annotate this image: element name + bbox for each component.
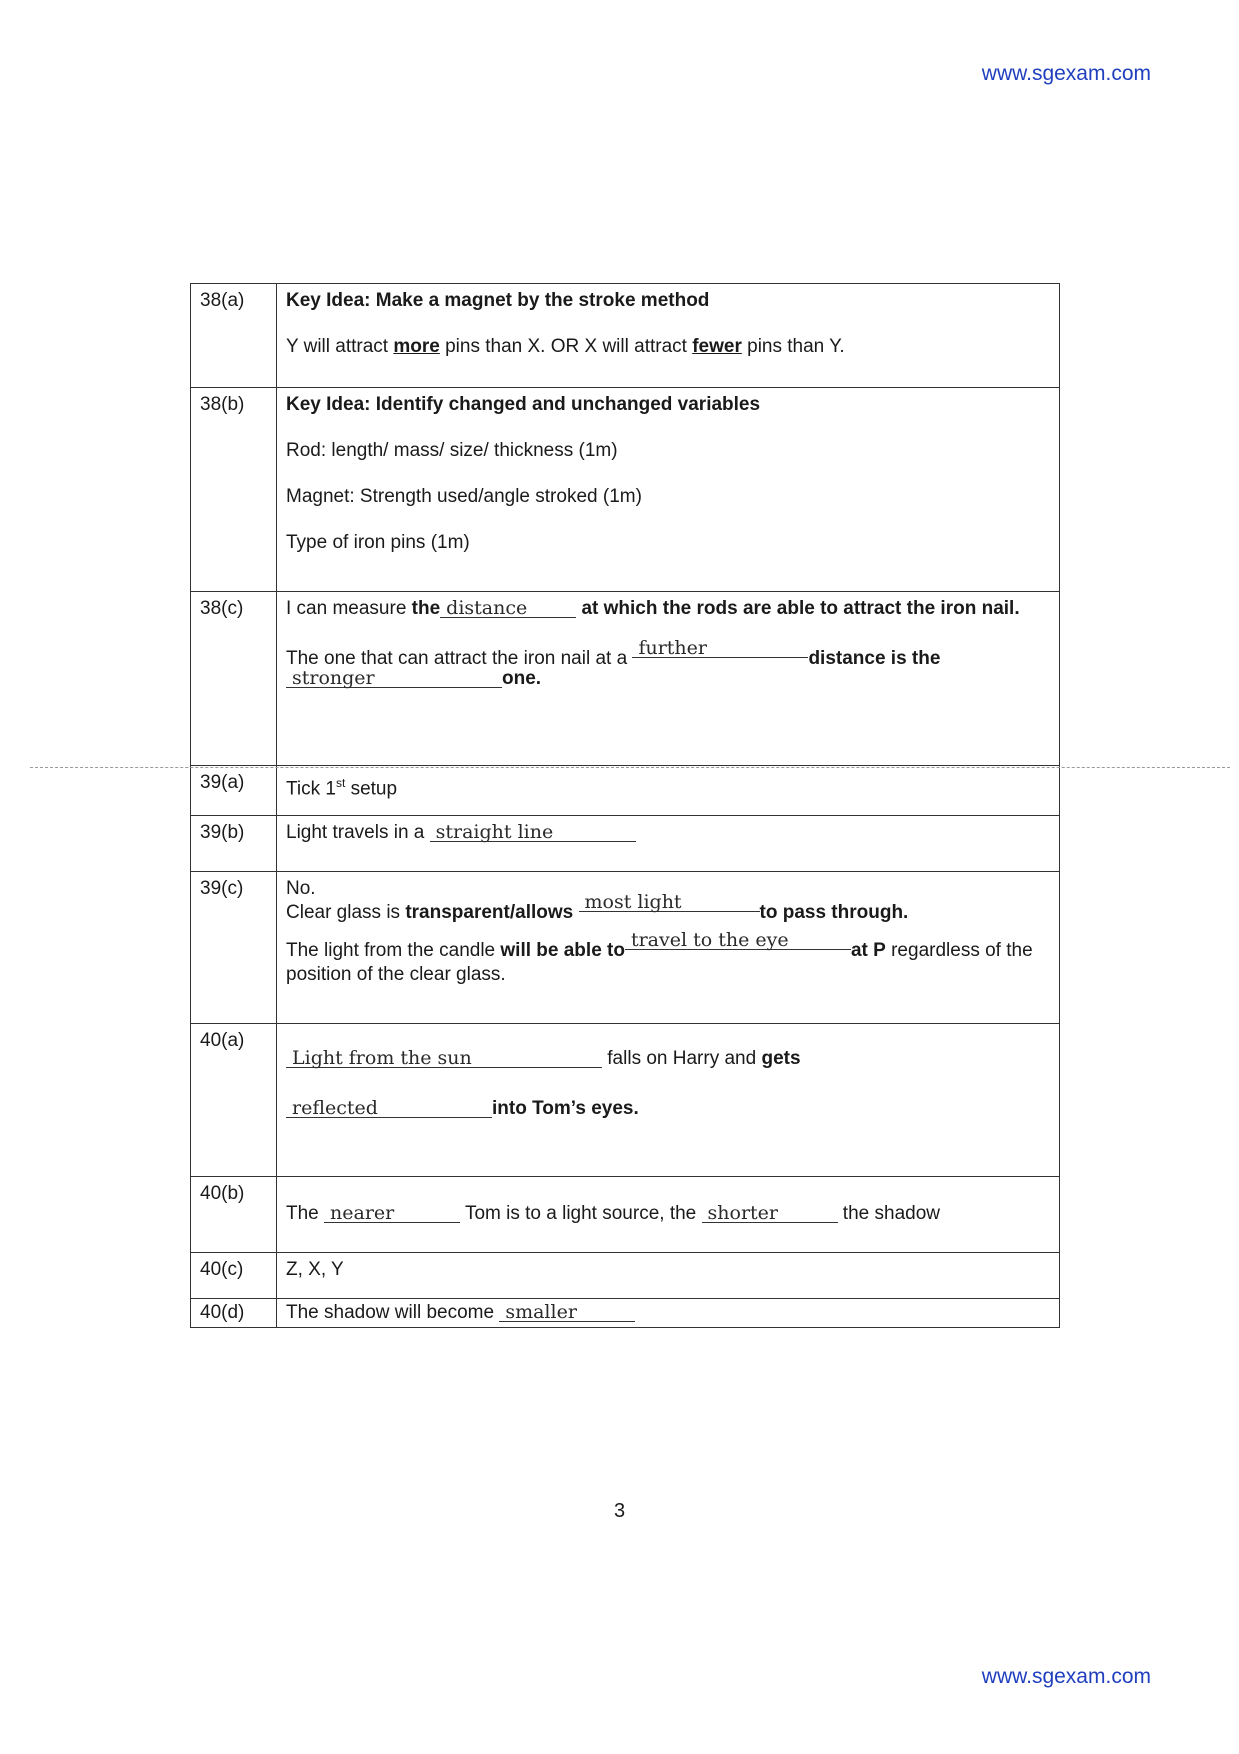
handwritten-answer: straight line xyxy=(430,823,636,842)
handwritten-answer: shorter xyxy=(702,1204,838,1223)
answer-text: Light from the sun falls on Harry and gets xyxy=(286,1047,1049,1071)
question-number: 39(c) xyxy=(191,872,277,1024)
header-site-link[interactable]: www.sgexam.com xyxy=(981,62,1151,85)
answer-cell xyxy=(277,1299,1060,1328)
handwritten-answer: distance xyxy=(440,599,576,618)
answer-text: The one that can attract the iron nail at a further distance is the xyxy=(286,637,941,669)
answer-text: Clear glass is transparent/allows most light to pass through. xyxy=(286,891,909,923)
answer-cell xyxy=(277,766,1060,816)
handwritten-answer: nearer xyxy=(324,1204,460,1223)
handwritten-answer: travel to the eye xyxy=(625,931,851,950)
answer-text: I can measure the distance at which the rods are able to attract the iron nail. xyxy=(286,597,1020,619)
table-row xyxy=(191,872,1060,1024)
answer-cell xyxy=(277,1177,1060,1253)
table-row xyxy=(191,284,1060,388)
handwritten-answer: further xyxy=(632,639,808,658)
handwritten-answer: reflected xyxy=(286,1099,492,1118)
answer-text: Magnet: Strength used/angle stroked (1m) xyxy=(286,486,642,507)
answer-text: Y will attract more pins than X. OR X will attract fewer pins than Y. xyxy=(286,336,845,357)
answer-text: Type of iron pins (1m) xyxy=(286,532,470,553)
dashed-divider xyxy=(30,767,1230,768)
question-number: 39(a) xyxy=(191,766,277,816)
page-number: 3 xyxy=(613,1500,626,1522)
question-number: 40(b) xyxy=(191,1177,277,1253)
answer-cell xyxy=(277,872,1060,1024)
answer-text: Tick 1st setup xyxy=(286,776,398,800)
table-row xyxy=(191,592,1060,766)
question-number: 40(d) xyxy=(191,1299,277,1328)
table-row xyxy=(191,1024,1060,1177)
answer-cell xyxy=(277,284,1060,388)
answer-text: The light from the candle will be able to travel to the eye at P regardless of the position of the clear glass. xyxy=(286,929,1033,985)
answer-text: No. xyxy=(286,878,316,899)
footer-site-link[interactable]: www.sgexam.com xyxy=(981,1665,1151,1688)
question-number: 39(b) xyxy=(191,816,277,872)
question-number: 38(a) xyxy=(191,284,277,388)
answer-text: Rod: length/ mass/ size/ thickness (1m) xyxy=(286,440,618,461)
answer-cell xyxy=(277,592,1060,766)
handwritten-answer: Light from the sun xyxy=(286,1049,602,1068)
table-row xyxy=(191,1177,1060,1253)
answer-text: reflected into Tom’s eyes. xyxy=(286,1097,1049,1121)
answer-cell xyxy=(277,388,1060,592)
answer-table xyxy=(190,283,1060,1328)
answer-text: Z, X, Y xyxy=(286,1259,344,1280)
answer-cell xyxy=(277,1024,1060,1177)
table-row xyxy=(191,388,1060,592)
question-number: 38(c) xyxy=(191,592,277,766)
answer-text: stronger one. xyxy=(286,667,1049,691)
question-number: 40(c) xyxy=(191,1253,277,1299)
key-idea: Key Idea: Identify changed and unchanged variables xyxy=(286,394,761,415)
table-row xyxy=(191,1253,1060,1299)
handwritten-answer: most light xyxy=(579,893,760,912)
table-row xyxy=(191,1299,1060,1328)
table-row xyxy=(191,766,1060,816)
question-number: 38(b) xyxy=(191,388,277,592)
handwritten-answer: stronger xyxy=(286,669,502,688)
answer-text: Light travels in a straight line xyxy=(286,821,1049,845)
answer-cell xyxy=(277,1253,1060,1299)
answer-text: The shadow will become smaller xyxy=(286,1301,1049,1325)
answer-text: The nearer Tom is to a light source, the shorter the shadow xyxy=(286,1202,940,1224)
question-number: 40(a) xyxy=(191,1024,277,1177)
handwritten-answer: smaller xyxy=(499,1303,635,1322)
answer-cell xyxy=(277,816,1060,872)
table-row xyxy=(191,816,1060,872)
key-idea: Key Idea: Make a magnet by the stroke method xyxy=(286,290,710,311)
